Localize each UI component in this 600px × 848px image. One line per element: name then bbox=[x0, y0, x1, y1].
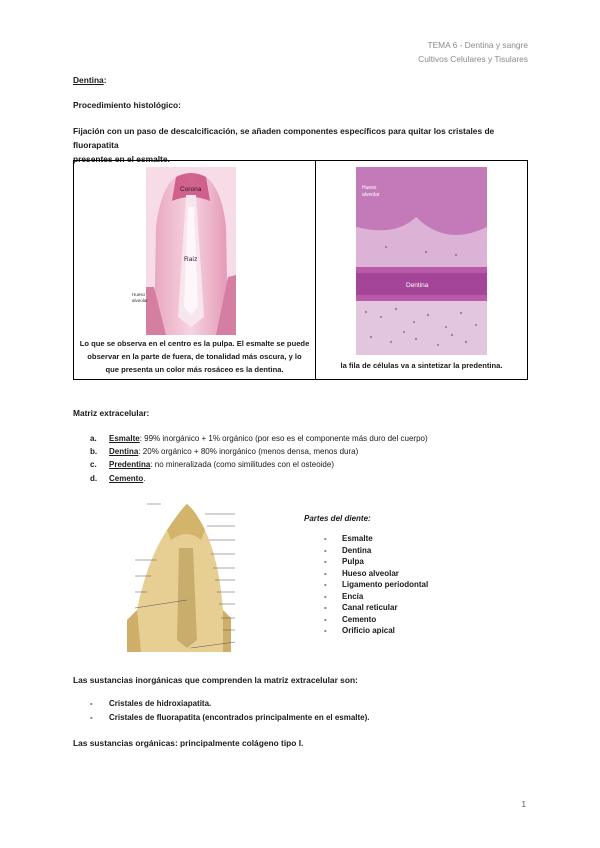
parts-item bbox=[304, 545, 428, 557]
matrix-item-text: : 20% orgánico + 80% inorgánico (menos densa, menos dura) bbox=[138, 447, 359, 457]
matrix-item-marker: c. bbox=[90, 460, 97, 470]
parts-item-label: Cemento bbox=[342, 614, 377, 624]
parts-bullet: - bbox=[324, 614, 327, 624]
figure-right-cell bbox=[316, 161, 528, 380]
parts-bullet: - bbox=[324, 626, 327, 635]
procedure-line-1: Fijación con un paso de descalcificación, se añaden componentes específicos para quitar los cristales de fluorapatita bbox=[73, 126, 495, 150]
parts-item bbox=[304, 591, 428, 603]
matrix-list bbox=[90, 432, 428, 485]
matrix-item-text: : no mineralizada (como similitudes con el osteoide) bbox=[150, 460, 334, 470]
parts-item-label: Esmalte bbox=[342, 534, 373, 543]
inorganic-item-text: Cristales de fluorapatita (encontrados principalmente en el esmalte). bbox=[109, 713, 370, 722]
parts-bullet: - bbox=[324, 591, 327, 601]
parts-item bbox=[304, 602, 428, 614]
parts-item bbox=[304, 533, 428, 545]
header-course: Cultivos Celulares y Tisulares bbox=[418, 54, 528, 64]
caption-left-2: observar en la parte de fuera, de tonalidad más oscura, y lo bbox=[87, 352, 302, 361]
parts-item bbox=[304, 568, 428, 580]
matrix-item bbox=[90, 445, 428, 458]
matrix-item-marker: b. bbox=[90, 447, 98, 457]
parts-bullet: - bbox=[324, 557, 327, 566]
figure-left-caption bbox=[74, 337, 315, 376]
section-title bbox=[73, 73, 107, 87]
matrix-title: Matriz extracelular: bbox=[73, 408, 150, 418]
parts-item bbox=[304, 556, 428, 568]
tooth-diagram bbox=[127, 500, 257, 652]
label-hueso-left: Hueso alveolar bbox=[132, 292, 148, 303]
matrix-item-marker: d. bbox=[90, 473, 98, 483]
caption-left-1: Lo que se observa en el centro es la pulpa. El esmalte se puede bbox=[79, 339, 310, 348]
figure-right-caption: la fila de células va a sintetizar la predentina. bbox=[340, 361, 503, 370]
matrix-item bbox=[90, 432, 428, 445]
parts-bullet: - bbox=[324, 603, 327, 612]
figure-left-cell bbox=[74, 161, 316, 380]
parts-item-label: Pulpa bbox=[342, 557, 364, 566]
inorganic-bullet: - bbox=[90, 699, 93, 708]
parts-item-label: Encía bbox=[342, 591, 364, 601]
page-number: 1 bbox=[521, 800, 526, 809]
matrix-item-term: Dentina bbox=[109, 447, 139, 457]
parts-item-label: Dentina bbox=[342, 545, 372, 555]
parts-bullet: - bbox=[324, 568, 327, 578]
section-title-colon: : bbox=[103, 75, 107, 85]
parts-item-label: Hueso alveolar bbox=[342, 568, 399, 578]
inorganic-item bbox=[90, 711, 370, 725]
page-header bbox=[418, 38, 528, 66]
matrix-item-term: Cemento bbox=[109, 473, 144, 483]
parts-bullet: - bbox=[324, 534, 327, 543]
matrix-item-marker: a. bbox=[90, 434, 97, 443]
parts-item-label: Canal reticular bbox=[342, 603, 398, 612]
parts-item-label: Ligamento periodontal bbox=[342, 580, 429, 589]
parts-item-label: Orificio apical bbox=[342, 626, 395, 635]
label-hueso-right: Hueso alveolar bbox=[362, 185, 380, 198]
label-corona: Corona bbox=[180, 186, 202, 193]
matrix-item-text: : 99% inorgánico + 1% orgánico (por eso es el componente más duro del cuerpo) bbox=[139, 434, 428, 443]
label-raiz: Raíz bbox=[184, 256, 198, 263]
inorganic-item bbox=[90, 697, 370, 711]
section-title-text: Dentina bbox=[73, 75, 104, 85]
matrix-item-text: . bbox=[143, 473, 146, 483]
parts-item bbox=[304, 614, 428, 626]
inorganic-item-text: Cristales de hidroxiapatita. bbox=[109, 699, 212, 708]
matrix-item bbox=[90, 458, 428, 471]
matrix-item bbox=[90, 472, 428, 485]
organic-text: Las sustancias orgánicas: principalmente colágeno tipo I. bbox=[73, 738, 304, 748]
header-topic: TEMA 6 - Dentina y sangre bbox=[427, 40, 528, 50]
parts-bullet: - bbox=[324, 545, 327, 555]
matrix-item-term: Esmalte bbox=[109, 434, 140, 443]
procedure-line-2: presentes en el esmalte. bbox=[73, 154, 170, 164]
parts-item bbox=[304, 625, 428, 637]
inorganic-bullet: - bbox=[90, 713, 93, 722]
matrix-item-term: Predentina bbox=[109, 460, 151, 470]
parts-item bbox=[304, 579, 428, 591]
parts-title: Partes del diente: bbox=[304, 514, 371, 523]
inorganic-list bbox=[90, 697, 370, 725]
parts-bullet: - bbox=[324, 580, 327, 589]
caption-left-3: que presenta un color más rosáceo es la dentina. bbox=[105, 365, 284, 374]
tooth-histology-image bbox=[146, 167, 236, 335]
label-dentina: Dentina bbox=[406, 282, 429, 289]
inorganic-title: Las sustancias inorgánicas que comprenden la matriz extracelular son: bbox=[73, 675, 358, 685]
procedure-title: Procedimiento histológico: bbox=[73, 100, 181, 110]
tooth-parts-list bbox=[304, 514, 428, 637]
figure-table bbox=[73, 160, 528, 380]
